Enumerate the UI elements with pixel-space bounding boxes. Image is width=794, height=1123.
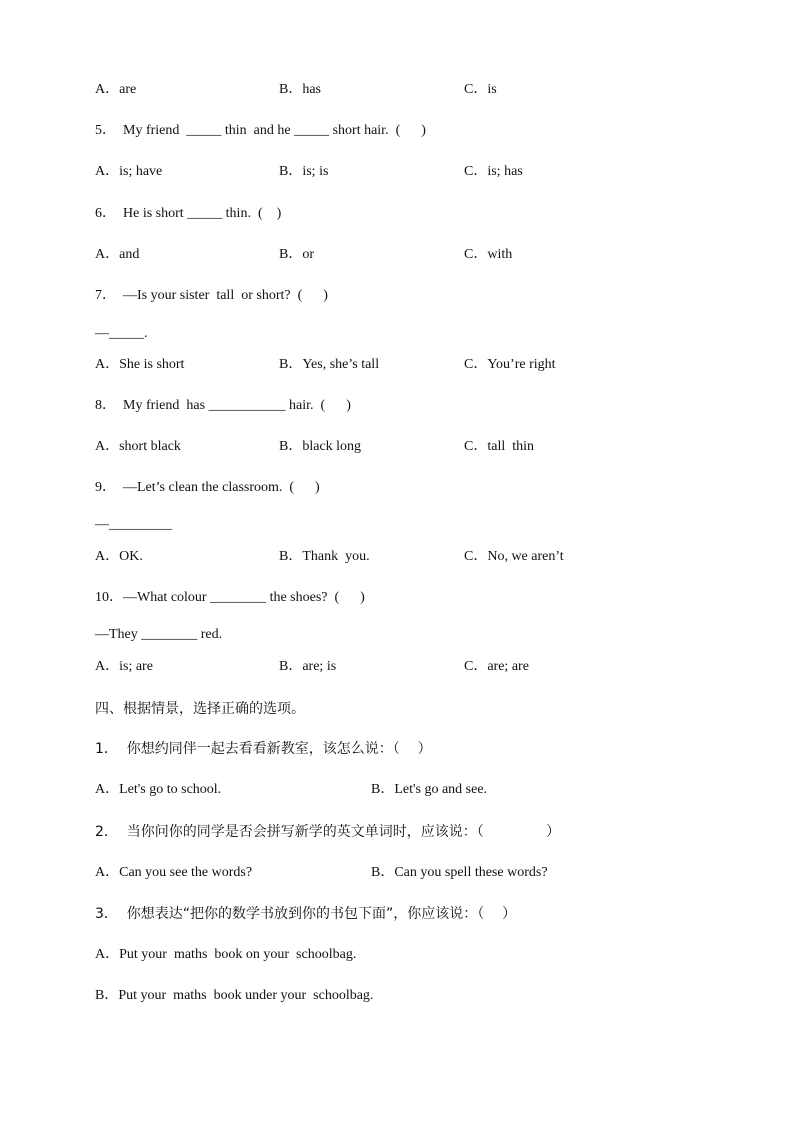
q10-option-c: C．are; are	[464, 659, 529, 674]
q10-reply: —They ________ red.	[95, 627, 223, 642]
q10-stem: 10．—What colour ________ the shoes? ( )	[95, 590, 365, 605]
q10-option-a: A．is; are	[95, 659, 153, 674]
s4-q3-option-a: A．Put your maths book on your schoolbag.	[95, 947, 357, 962]
q4-option-c: C．is	[464, 82, 497, 97]
q8-stem: 8． My friend has ___________ hair. ( )	[95, 398, 351, 413]
s4-q3-stem: 3． 你想表达“把你的数学书放到你的书包下面”，你应该说：（ ）	[95, 906, 517, 922]
s4-q2-stem: 2． 当你问你的同学是否会拼写新学的英文单词时，应该说：（ ）	[95, 824, 561, 840]
q9-stem: 9． —Let’s clean the classroom. ( )	[95, 480, 320, 495]
q7-option-a: A．She is short	[95, 357, 185, 372]
s4-q3-option-b: B．Put your maths book under your schoolbag.	[95, 988, 374, 1003]
q7-stem: 7． —Is your sister tall or short? ( )	[95, 288, 328, 303]
q10-option-b: B．are; is	[279, 659, 337, 674]
q9-reply: —_________	[95, 517, 172, 532]
q8-option-a: A．short black	[95, 439, 181, 454]
q9-option-a: A．OK.	[95, 549, 143, 564]
q6-option-a: A．and	[95, 247, 140, 262]
q8-option-c: C．tall thin	[464, 439, 534, 454]
q6-option-b: B．or	[279, 247, 314, 262]
s4-q1-option-b: B．Let's go and see.	[371, 782, 488, 797]
q4-option-a: A．are	[95, 82, 137, 97]
q5-option-c: C．is; has	[464, 164, 523, 179]
q6-stem: 6． He is short _____ thin. ( )	[95, 206, 282, 221]
q5-option-a: A．is; have	[95, 164, 163, 179]
s4-q2-option-a: A．Can you see the words?	[95, 865, 253, 880]
q6-option-c: C．with	[464, 247, 513, 262]
s4-q1-option-a: A．Let's go to school.	[95, 782, 222, 797]
s4-q1-stem: 1． 你想约同伴一起去看看新教室，该怎么说：（ ）	[95, 741, 432, 757]
section-4-heading: 四、根据情景，选择正确的选项。	[95, 701, 305, 717]
q7-option-b: B．Yes, she’s tall	[279, 357, 380, 372]
q9-option-c: C．No, we aren’t	[464, 549, 564, 564]
q9-option-b: B．Thank you.	[279, 549, 370, 564]
q8-option-b: B．black long	[279, 439, 362, 454]
q4-option-b: B．has	[279, 82, 321, 97]
q5-stem: 5． My friend _____ thin and he _____ short hair. ( )	[95, 123, 426, 138]
q7-option-c: C．You’re right	[464, 357, 556, 372]
s4-q2-option-b: B．Can you spell these words?	[371, 865, 548, 880]
q5-option-b: B．is; is	[279, 164, 329, 179]
q7-reply: —_____.	[95, 326, 148, 341]
